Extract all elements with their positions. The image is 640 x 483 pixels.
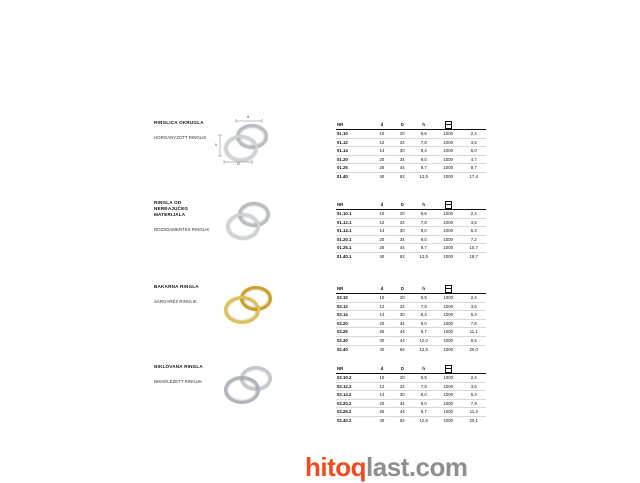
ring-front [224,376,260,404]
table-header-row [336,200,486,210]
cell-D: 34 [392,235,412,244]
col-nr: NR [336,284,372,294]
cell-d: 40 [379,253,385,259]
cell-pack: 1000 [435,374,462,383]
cell-h: 6,5 [413,130,435,139]
table-row [336,138,486,147]
table-row [336,382,486,391]
table-body [336,374,486,425]
cell-pack: 1000 [435,147,462,156]
cell-weight: 2,4 [461,374,486,383]
table-row [336,130,486,139]
cell-nr: 02.40.2 [337,417,352,423]
cell-nr: 02.10 [336,294,372,303]
cell-h: 12,5 [419,346,428,352]
cell-h: 7,8 [413,302,435,311]
cell-h: 12,5 [419,253,428,259]
cell-D: 30 [392,147,412,156]
cell-weight: 18,7 [469,253,478,259]
col-d: d [372,364,392,374]
cell-pack: 1000 [435,336,462,345]
cell-nr: 02.30 [336,336,372,345]
cell-nr: 01.12 [336,138,372,147]
table-row [336,336,486,345]
col-weight [461,364,486,374]
cell-D: 30 [392,391,412,400]
col-h: h [413,284,435,294]
col-d: d [372,120,392,130]
product-title: NIKLOVANA RINGLA [154,364,203,369]
cell-nr: 01.10 [336,130,372,139]
catalog-page [154,4,486,476]
col-weight [461,284,486,294]
cell-weight: 10,7 [461,244,486,253]
cell-weight: 11,3 [461,408,486,417]
cell-nr: 02.25 [336,328,372,337]
cell-pack: 1000 [435,164,462,173]
cell-h: 9,7 [413,164,435,173]
cell-D: 30 [392,311,412,320]
cell-h: 8,0 [413,227,435,236]
table-body [336,210,486,261]
cell-weight: 5,4 [461,311,486,320]
cell-h: 9,7 [413,244,435,253]
table-row [336,147,486,156]
cell-h: 9,0 [413,319,435,328]
cell-weight: 7,9 [461,399,486,408]
cell-pack: 1000 [435,227,462,236]
col-h: h [413,120,435,130]
cell-D: 62 [399,417,405,423]
cell-d: 20 [372,319,392,328]
dim-D-label: D [237,162,240,166]
table-row [336,164,486,173]
cell-nr: 02.12.2 [336,382,372,391]
table-row [336,408,486,417]
spec-table [336,200,486,261]
cell-weight: 20,1 [469,417,478,423]
table-row [336,345,486,353]
cell-h: 12,0 [413,336,435,345]
cell-weight: 9,7 [461,164,486,173]
product-drawing [216,198,282,246]
product-info [154,364,212,385]
cell-nr: 01.12.1 [336,218,372,227]
col-pack [435,284,462,294]
cell-nr: 02.20.2 [336,399,372,408]
table-body [336,130,486,181]
cell-h: 12,5 [419,417,428,423]
box-icon [445,201,452,209]
cell-h: 9,0 [413,391,435,400]
cell-weight: 3,6 [461,382,486,391]
col-weight [461,200,486,210]
cell-d: 30 [372,336,392,345]
watermark-domain: last.com [366,452,468,482]
cell-pack: 1000 [435,311,462,320]
spec-table-wrap [336,284,486,353]
cell-weight: 2,4 [461,294,486,303]
cell-h: 9,7 [413,408,435,417]
cell-d: 25 [372,328,392,337]
watermark [305,452,468,483]
cell-D: 44 [392,164,412,173]
table-row [336,227,486,236]
watermark-brand: hitoq [305,452,367,482]
product-info [154,120,212,141]
cell-D: 20 [392,130,412,139]
product-subtitle: ROZSDAMENTES RINGLIK [154,227,210,232]
cell-d: 40 [379,417,385,423]
cell-nr: 01.25 [336,164,372,173]
product-info [154,200,212,233]
cell-pack: 1000 [443,417,453,423]
cell-nr: 01.40.1 [337,253,352,259]
cell-d: 20 [372,235,392,244]
cell-D: 44 [392,336,412,345]
cell-nr: 01.20 [336,155,372,164]
cell-weight: 20,0 [469,346,478,352]
cell-d: 10 [372,130,392,139]
box-icon [445,121,452,129]
col-nr: NR [336,200,372,210]
table-row [336,328,486,337]
table-row [336,302,486,311]
cell-h: 9,7 [413,328,435,337]
cell-D: 30 [392,227,412,236]
product-drawing [215,115,282,166]
cell-weight: 9,5 [461,336,486,345]
cell-D: 44 [392,244,412,253]
cell-D: 62 [399,346,405,352]
dimension-lines [216,118,282,166]
spec-table [336,284,486,353]
cell-d: 14 [372,227,392,236]
cell-D: 24 [392,138,412,147]
cell-D: 34 [392,319,412,328]
cell-nr: 01.20.1 [336,235,372,244]
table-row [336,399,486,408]
cell-h: 6,5 [413,374,435,383]
spec-table-wrap [336,200,486,261]
cell-D: 20 [392,374,412,383]
cell-weight: 2,4 [461,130,486,139]
cell-d: 40 [379,346,385,352]
cell-d: 20 [372,155,392,164]
cell-d: 20 [372,399,392,408]
cell-d: 12 [372,382,392,391]
cell-h: 9,0 [413,235,435,244]
cell-d: 14 [372,311,392,320]
table-header-row [336,284,486,294]
cell-pack: 1000 [435,408,462,417]
product-title: RINGLICA OKRUGLA [154,120,204,125]
cell-d: 14 [372,391,392,400]
cell-d: 12 [372,138,392,147]
table-row [336,244,486,253]
cell-d: 10 [372,294,392,303]
cell-d: 12 [372,302,392,311]
cell-pack: 1000 [443,173,453,179]
cell-d: 10 [372,374,392,383]
cell-nr: 02.25.2 [336,408,372,417]
cell-D: 34 [392,399,412,408]
cell-h: 7,8 [413,218,435,227]
cell-D: 24 [392,302,412,311]
col-D: D [392,200,412,210]
cell-h: 7,8 [413,382,435,391]
cell-pack: 1000 [435,235,462,244]
table-body [336,294,486,354]
col-D: D [392,284,412,294]
cell-nr: 02.12 [336,302,372,311]
cell-weight: 3,6 [461,218,486,227]
table-row [336,155,486,164]
col-pack [435,364,462,374]
spec-table [336,364,486,425]
product-info [154,284,212,305]
product-title: RINGLA OD NERĐAJUĆEG MATERIJALA [154,200,189,217]
cell-d: 12 [372,218,392,227]
col-d: d [372,200,392,210]
spec-table-wrap [336,120,486,181]
col-h: h [413,200,435,210]
cell-nr: 02.14.2 [336,391,372,400]
col-D: D [392,364,412,374]
box-icon [445,285,452,293]
cell-pack: 1000 [435,302,462,311]
cell-D: 24 [392,218,412,227]
cell-weight: 7,8 [461,319,486,328]
table-row [336,172,486,180]
cell-weight: 7,2 [461,235,486,244]
cell-weight: 4,7 [461,155,486,164]
dim-h-label: h [215,143,217,147]
cell-pack: 1000 [435,244,462,253]
col-h: h [413,364,435,374]
product-subtitle: SÁRGARÉZ RINGLIK [154,299,197,304]
cell-D: 62 [399,253,405,259]
cell-D: 20 [392,210,412,219]
cell-pack: 1000 [435,399,462,408]
cell-d: 25 [372,164,392,173]
cell-nr: 02.40 [337,346,348,352]
table-header-row [336,364,486,374]
cell-weight: 11,1 [461,328,486,337]
spec-table [336,120,486,181]
cell-pack: 1000 [435,138,462,147]
cell-D: 34 [392,155,412,164]
col-D: D [392,120,412,130]
cell-D: 44 [392,328,412,337]
col-nr: NR [336,364,372,374]
cell-pack: 1000 [435,130,462,139]
cell-d: 10 [372,210,392,219]
table-row [336,391,486,400]
cell-weight: 2,4 [461,210,486,219]
col-pack [435,120,462,130]
cell-h: 9,0 [413,399,435,408]
table-row [336,218,486,227]
cell-nr: 01.40 [337,173,348,179]
cell-h: 6,5 [413,294,435,303]
cell-D: 20 [392,294,412,303]
cell-D: 62 [399,173,405,179]
product-subtitle: HORGANYZOTT RINGLIK [154,135,207,140]
box-icon [445,365,452,373]
cell-weight: 5,3 [461,227,486,236]
cell-pack: 1000 [435,210,462,219]
cell-pack: 1000 [435,294,462,303]
col-nr: NR [336,120,372,130]
cell-h: 8,4 [413,311,435,320]
table-row [336,319,486,328]
table-row [336,416,486,424]
table-row [336,311,486,320]
cell-pack: 1000 [435,155,462,164]
cell-nr: 02.20 [336,319,372,328]
cell-nr: 01.10.1 [336,210,372,219]
cell-nr: 01.14 [336,147,372,156]
cell-nr: 02.14 [336,311,372,320]
cell-pack: 1000 [435,328,462,337]
cell-weight: 3,6 [461,138,486,147]
cell-h: 9,0 [413,155,435,164]
dim-d-label: d [247,115,249,119]
col-weight [461,120,486,130]
cell-pack: 1000 [435,218,462,227]
ring-front [226,213,260,240]
cell-weight: 5,4 [461,391,486,400]
cell-weight: 3,6 [461,302,486,311]
cell-nr: 01.14.1 [336,227,372,236]
table-row [336,252,486,260]
cell-nr: 01.25.1 [336,244,372,253]
cell-h: 6,5 [413,210,435,219]
cell-weight: 5,0 [461,147,486,156]
cell-pack: 1000 [443,346,453,352]
cell-weight: 17,4 [469,173,478,179]
product-subtitle: NIKKELEZETT RINGLIK [154,379,203,384]
spec-table-wrap [336,364,486,425]
cell-d: 14 [372,147,392,156]
product-drawing [216,362,282,410]
cell-h: 7,8 [413,138,435,147]
col-pack [435,200,462,210]
cell-d: 25 [372,244,392,253]
table-header-row [336,120,486,130]
table-row [336,210,486,219]
cell-h: 12,5 [419,173,428,179]
ring-front [224,296,260,324]
cell-h: 8,4 [413,147,435,156]
col-d: d [372,284,392,294]
cell-d: 25 [372,408,392,417]
cell-D: 24 [392,382,412,391]
table-row [336,294,486,303]
cell-nr: 02.10.2 [336,374,372,383]
cell-D: 44 [392,408,412,417]
cell-pack: 1000 [435,391,462,400]
table-row [336,235,486,244]
cell-pack: 1000 [443,253,453,259]
cell-pack: 1000 [435,319,462,328]
cell-d: 40 [379,173,385,179]
product-title: BAKARNA RINGLA [154,284,199,289]
product-drawing [216,282,282,330]
table-row [336,374,486,383]
cell-pack: 1000 [435,382,462,391]
